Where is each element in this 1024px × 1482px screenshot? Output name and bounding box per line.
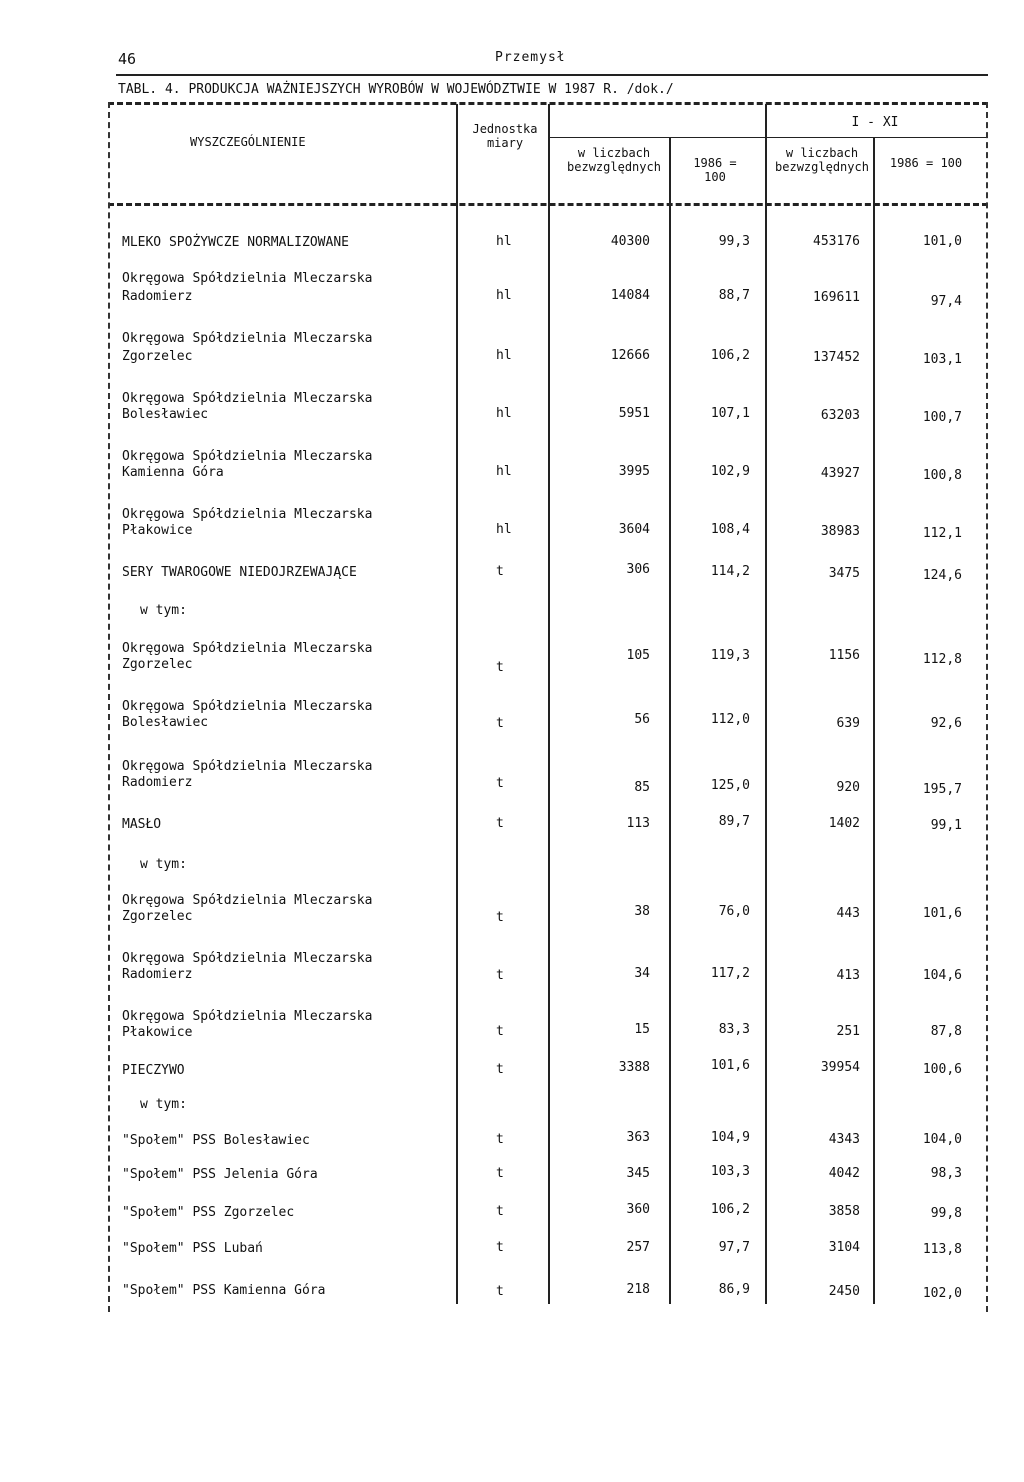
row-label: Okręgowa Spółdzielnia Mleczarska (122, 331, 373, 346)
cell-idx-2: 87,8 (930, 1024, 962, 1039)
cell-abs-2: 137452 (813, 350, 860, 365)
cell-idx-1: 112,0 (710, 712, 750, 727)
table-left-border (108, 102, 110, 1312)
cell-idx-2: 113,8 (922, 1242, 962, 1257)
cell-abs-2: 639 (836, 716, 860, 731)
cell-abs-1: 34 (634, 966, 650, 981)
cell-idx-1: 88,7 (718, 288, 750, 303)
row-unit: t (496, 1240, 504, 1255)
cell-abs-1: 56 (634, 712, 650, 727)
cell-abs-2: 4343 (828, 1132, 860, 1147)
row-label: MASŁO (122, 817, 162, 832)
cell-abs-1: 306 (626, 562, 650, 577)
cell-abs-1: 363 (626, 1130, 650, 1145)
cell-idx-2: 100,8 (922, 468, 962, 483)
row-label: SERY TWAROGOWE NIEDOJRZEWAJĄCE (122, 565, 357, 580)
row-unit: t (496, 1132, 504, 1147)
col-sep-2 (548, 104, 550, 1304)
cell-idx-2: 124,6 (922, 568, 962, 583)
col-sep-4 (765, 104, 767, 1304)
cell-abs-2: 1402 (828, 816, 860, 831)
row-label: PIECZYWO (122, 1063, 185, 1078)
cell-abs-2: 920 (836, 780, 860, 795)
cell-abs-1: 5951 (618, 406, 650, 421)
row-label: w tym: (140, 1097, 187, 1112)
cell-idx-2: 100,7 (922, 410, 962, 425)
cell-idx-2: 99,8 (930, 1206, 962, 1221)
header-unit: Jednostka miary (472, 122, 538, 150)
row-label-2: Zgorzelec (122, 909, 193, 924)
row-label: "Społem" PSS Bolesławiec (122, 1133, 310, 1148)
row-unit: t (496, 910, 504, 925)
row-unit: t (496, 1284, 504, 1299)
header-abs-2: w liczbach bezwzględnych (775, 146, 869, 174)
cell-idx-2: 101,6 (922, 906, 962, 921)
row-unit: hl (496, 348, 512, 363)
cell-idx-1: 76,0 (718, 904, 750, 919)
cell-abs-1: 12666 (610, 348, 650, 363)
cell-idx-1: 107,1 (710, 406, 750, 421)
top-rule (116, 74, 988, 76)
row-unit: t (496, 564, 504, 579)
row-label: "Społem" PSS Lubań (122, 1241, 263, 1256)
cell-abs-2: 39954 (820, 1060, 860, 1075)
row-label-2: Zgorzelec (122, 657, 193, 672)
cell-idx-1: 99,3 (718, 234, 750, 249)
cell-abs-2: 2450 (828, 1284, 860, 1299)
row-label: Okręgowa Spółdzielnia Mleczarska (122, 1009, 373, 1024)
cell-idx-2: 102,0 (922, 1286, 962, 1301)
row-unit: t (496, 716, 504, 731)
table-title: TABL. 4. PRODUKCJA WAŻNIEJSZYCH WYROBÓW W WOJEWÓDZTWIE W 1987 R. /dok./ (118, 82, 674, 97)
row-label-2: Zgorzelec (122, 349, 193, 364)
cell-idx-2: 104,0 (922, 1132, 962, 1147)
cell-abs-1: 257 (626, 1240, 650, 1255)
row-label: "Społem" PSS Zgorzelec (122, 1205, 295, 1220)
cell-idx-2: 112,1 (922, 526, 962, 541)
cell-abs-1: 3604 (618, 522, 650, 537)
cell-idx-1: 125,0 (710, 778, 750, 793)
row-label: w tym: (140, 857, 187, 872)
cell-idx-1: 119,3 (710, 648, 750, 663)
cell-abs-1: 360 (626, 1202, 650, 1217)
row-label: Okręgowa Spółdzielnia Mleczarska (122, 507, 373, 522)
row-label: w tym: (140, 603, 187, 618)
row-label: Okręgowa Spółdzielnia Mleczarska (122, 271, 373, 286)
cell-idx-1: 97,7 (718, 1240, 750, 1255)
group-sub-rule (548, 137, 986, 138)
row-label: Okręgowa Spółdzielnia Mleczarska (122, 449, 373, 464)
row-unit: t (496, 816, 504, 831)
cell-abs-2: 453176 (813, 234, 860, 249)
cell-abs-1: 3388 (618, 1060, 650, 1075)
row-label-2: Radomierz (122, 775, 193, 790)
header-abs-1: w liczbach bezwzględnych (567, 146, 661, 174)
header-group-2: I - XI (851, 115, 899, 130)
row-label: "Społem" PSS Jelenia Góra (122, 1167, 318, 1182)
cell-idx-1: 101,6 (710, 1058, 750, 1073)
cell-abs-2: 38983 (820, 524, 860, 539)
row-unit: hl (496, 234, 512, 249)
cell-idx-2: 92,6 (930, 716, 962, 731)
cell-idx-2: 101,0 (922, 234, 962, 249)
cell-idx-1: 117,2 (710, 966, 750, 981)
cell-abs-1: 3995 (618, 464, 650, 479)
cell-idx-1: 89,7 (718, 814, 750, 829)
row-label: Okręgowa Spółdzielnia Mleczarska (122, 759, 373, 774)
cell-idx-1: 114,2 (710, 564, 750, 579)
row-unit: t (496, 1166, 504, 1181)
cell-idx-1: 108,4 (710, 522, 750, 537)
header-idx-1: 1986 = 100 (693, 156, 737, 184)
row-unit: t (496, 1204, 504, 1219)
cell-abs-2: 63203 (820, 408, 860, 423)
row-label: Okręgowa Spółdzielnia Mleczarska (122, 893, 373, 908)
cell-abs-2: 251 (836, 1024, 860, 1039)
cell-idx-2: 104,6 (922, 968, 962, 983)
row-label-2: Bolesławiec (122, 407, 209, 422)
row-unit: hl (496, 288, 512, 303)
row-label-2: Kamienna Góra (122, 465, 224, 480)
cell-idx-2: 112,8 (922, 652, 962, 667)
header-idx-2: 1986 = 100 (889, 156, 963, 170)
cell-idx-2: 100,6 (922, 1062, 962, 1077)
row-label: Okręgowa Spółdzielnia Mleczarska (122, 391, 373, 406)
cell-abs-2: 4042 (828, 1166, 860, 1181)
row-label: MLEKO SPOŻYWCZE NORMALIZOWANE (122, 235, 349, 250)
cell-abs-1: 345 (626, 1166, 650, 1181)
header-item: WYSZCZEGÓLNIENIE (190, 135, 306, 149)
page-number: 46 (118, 50, 137, 68)
running-head: Przemysł (495, 50, 566, 65)
cell-idx-1: 104,9 (710, 1130, 750, 1145)
cell-idx-2: 103,1 (922, 352, 962, 367)
row-unit: t (496, 660, 504, 675)
row-label-2: Płakowice (122, 523, 193, 538)
row-unit: t (496, 776, 504, 791)
cell-idx-2: 97,4 (930, 294, 962, 309)
cell-abs-2: 413 (836, 968, 860, 983)
row-unit: t (496, 1062, 504, 1077)
cell-abs-2: 43927 (820, 466, 860, 481)
cell-idx-1: 103,3 (710, 1164, 750, 1179)
row-unit: hl (496, 522, 512, 537)
table-right-border (986, 102, 988, 1312)
cell-abs-1: 14084 (610, 288, 650, 303)
cell-abs-1: 15 (634, 1022, 650, 1037)
row-label-2: Bolesławiec (122, 715, 209, 730)
cell-abs-2: 3858 (828, 1204, 860, 1219)
cell-idx-1: 106,2 (710, 348, 750, 363)
cell-abs-2: 3475 (828, 566, 860, 581)
cell-idx-1: 106,2 (710, 1202, 750, 1217)
col-sep-1 (456, 104, 458, 1304)
cell-idx-1: 83,3 (718, 1022, 750, 1037)
row-label: Okręgowa Spółdzielnia Mleczarska (122, 699, 373, 714)
row-label-2: Płakowice (122, 1025, 193, 1040)
cell-abs-2: 3104 (828, 1240, 860, 1255)
row-label: "Społem" PSS Kamienna Góra (122, 1283, 326, 1298)
cell-abs-1: 38 (634, 904, 650, 919)
cell-idx-1: 86,9 (718, 1282, 750, 1297)
row-unit: t (496, 968, 504, 983)
row-unit: t (496, 1024, 504, 1039)
cell-abs-2: 1156 (828, 648, 860, 663)
cell-abs-1: 113 (626, 816, 650, 831)
cell-abs-1: 40300 (610, 234, 650, 249)
row-unit: hl (496, 464, 512, 479)
row-unit: hl (496, 406, 512, 421)
cell-abs-2: 169611 (813, 290, 860, 305)
cell-abs-1: 105 (626, 648, 650, 663)
cell-abs-2: 443 (836, 906, 860, 921)
cell-idx-2: 99,1 (930, 818, 962, 833)
cell-idx-1: 102,9 (710, 464, 750, 479)
cell-abs-1: 85 (634, 780, 650, 795)
row-label: Okręgowa Spółdzielnia Mleczarska (122, 641, 373, 656)
cell-idx-2: 98,3 (930, 1166, 962, 1181)
cell-idx-2: 195,7 (922, 782, 962, 797)
row-label-2: Radomierz (122, 289, 193, 304)
cell-abs-1: 218 (626, 1282, 650, 1297)
row-label: Okręgowa Spółdzielnia Mleczarska (122, 951, 373, 966)
row-label-2: Radomierz (122, 967, 193, 982)
